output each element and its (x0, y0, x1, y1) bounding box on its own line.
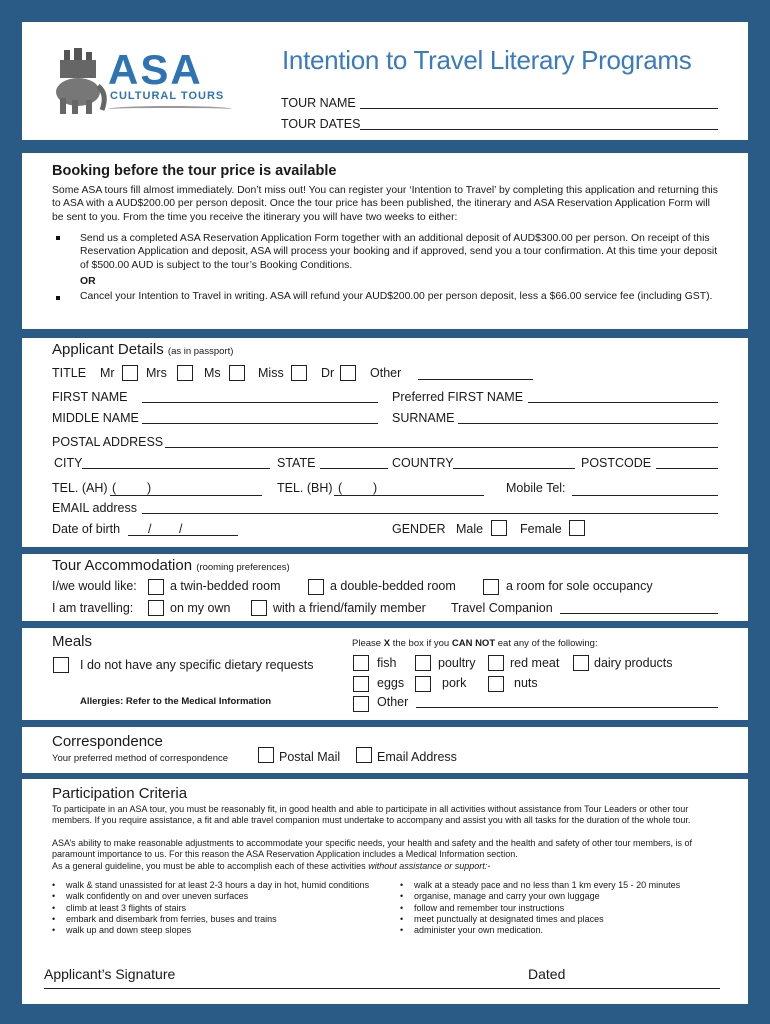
email-label: EMAIL address (52, 501, 137, 515)
tour-dates-field[interactable] (360, 129, 718, 130)
meals-heading: Meals (52, 633, 93, 650)
correspondence-panel (22, 727, 748, 773)
country-label: COUNTRY (392, 456, 454, 470)
list-item: • walk & stand unassisted for at least 2-3 hours a day in hot, humid conditions (52, 880, 400, 891)
email-address-label: Email Address (377, 750, 457, 764)
title-mrs-checkbox[interactable] (177, 365, 193, 381)
accommodation-heading-text: Tour Accommodation (52, 557, 193, 574)
email-field[interactable] (142, 513, 718, 514)
title-dr-checkbox[interactable] (340, 365, 356, 381)
applicant-heading (52, 341, 233, 358)
preferred-first-name-label: Preferred FIRST NAME (392, 390, 524, 404)
tour-dates-label: TOUR DATES (281, 117, 361, 131)
list-item: • organise, manage and carry your own luggage (400, 891, 730, 902)
tel-bh-field[interactable] (334, 495, 484, 496)
gender-male-checkbox[interactable] (491, 520, 507, 536)
travelling-label: I am travelling: (52, 601, 134, 615)
tel-bh-label: TEL. (BH) (277, 481, 333, 495)
dairy-label: dairy products (594, 656, 673, 670)
asa-logo (50, 48, 250, 118)
tel-bh-paren-open: ( (338, 481, 343, 495)
title-miss-label: Miss (258, 366, 284, 380)
meals-instruction-pre: Please (352, 638, 382, 649)
title-other-label: Other (370, 366, 402, 380)
poultry-checkbox[interactable] (415, 655, 431, 671)
sole-occupancy-checkbox[interactable] (483, 579, 499, 595)
title-mr-checkbox[interactable] (122, 365, 138, 381)
postal-address-label: POSTAL ADDRESS (52, 435, 164, 449)
dated-label: Dated (528, 966, 566, 982)
state-label: STATE (277, 456, 316, 470)
first-name-label: FIRST NAME (52, 390, 128, 404)
participation-p3 (52, 861, 724, 872)
allergies-note: Allergies: Refer to the Medical Information (80, 696, 272, 707)
sole-occupancy-label: a room for sole occupancy (506, 579, 653, 593)
dob-slash-2: / (179, 522, 183, 536)
travelling-friend-label: with a friend/family member (273, 601, 426, 615)
booking-intro: Some ASA tours fill almost immediately. Don’t miss out! You can register your ‘Intention to Travel’ by completing this application and returning this to ASA with a AUD$200.00 per person deposit. Once the tour price has been published, the itinerary and ASA Reservation Application Form will be sent to you. From the time you receive the itinerary you will have two weeks to either: (52, 185, 718, 223)
middle-name-field[interactable] (142, 423, 378, 424)
tel-bh-paren-close: ) (373, 481, 378, 495)
dob-slash-1: / (148, 522, 152, 536)
dob-label: Date of birth (52, 522, 121, 536)
accommodation-heading (52, 557, 290, 574)
logo-asa-text: ASA (108, 46, 203, 93)
participation-p1: To participate in an ASA tour, you must be reasonably fit, in good health and able to participate in all activities without assistance from Tour Leaders or other tour members. If you require assistance, a fit and able travel companion must undertake to accompany and assist you with all tasks for the duration of the whole tour. (52, 804, 691, 826)
logo-swoosh (108, 106, 232, 112)
meals-other-field[interactable] (416, 707, 718, 708)
country-field[interactable] (453, 468, 575, 469)
city-label: CITY (54, 456, 83, 470)
tel-ah-paren-open: ( (112, 481, 117, 495)
title-ms-label: Ms (204, 366, 221, 380)
applicant-heading-text: Applicant Details (52, 341, 164, 358)
postcode-label: POSTCODE (581, 456, 652, 470)
nuts-label: nuts (514, 676, 538, 690)
title-other-field[interactable] (418, 379, 533, 380)
tour-name-field[interactable] (360, 108, 718, 109)
signature-field[interactable] (44, 988, 720, 989)
title-miss-checkbox[interactable] (291, 365, 307, 381)
double-room-label: a double-bedded room (330, 579, 456, 593)
postal-address-field[interactable] (165, 447, 718, 448)
surname-field[interactable] (458, 423, 718, 424)
applicant-panel (22, 338, 748, 547)
booking-option-1: Send us a completed ASA Reservation Application Form together with an additional deposit of AUD$300.00 per person. On receipt of this Reservation Application and deposit, ASA will process your booking and if approved, send you a tour confirmation. At this time your deposit of $500.00 AUD is subject to the tour’s Booking Conditions. (80, 233, 718, 271)
page-title: Intention to Travel Literary Programs (282, 45, 692, 75)
elephant-logo-icon (50, 48, 110, 118)
middle-name-label: MIDDLE NAME (52, 411, 139, 425)
title-label: TITLE (52, 366, 87, 380)
title-mr-label: Mr (100, 366, 115, 380)
tel-ah-label: TEL. (AH) (52, 481, 108, 495)
meals-instruction-mid: the box if you (392, 638, 450, 649)
meals-other-label: Other (377, 695, 409, 709)
first-name-field[interactable] (142, 402, 378, 403)
participation-panel (22, 779, 748, 1004)
postcode-field[interactable] (656, 468, 718, 469)
list-item: • meet punctually at designated times and places (400, 914, 730, 925)
email-address-checkbox[interactable] (356, 747, 372, 763)
logo-subtitle: CULTURAL TOURS (110, 90, 225, 102)
travel-companion-field[interactable] (560, 613, 718, 614)
gender-female-checkbox[interactable] (569, 520, 585, 536)
preferred-first-name-field[interactable] (528, 402, 718, 403)
double-room-checkbox[interactable] (308, 579, 324, 595)
travelling-own-label: on my own (170, 601, 231, 615)
accommodation-panel (22, 554, 748, 621)
criteria-right-list (400, 880, 730, 936)
signature-label: Applicant’s Signature (44, 966, 176, 982)
red-meat-checkbox[interactable] (488, 655, 504, 671)
gender-female-label: Female (520, 522, 562, 536)
list-item: • climb at least 3 flights of stairs (52, 903, 400, 914)
no-dietary-requests-checkbox[interactable] (53, 657, 69, 673)
booking-heading: Booking before the tour price is available (52, 163, 337, 179)
meals-instruction-cannot: CAN NOT (451, 638, 496, 649)
travelling-own-checkbox[interactable] (148, 600, 164, 616)
state-field[interactable] (320, 468, 388, 469)
twin-room-checkbox[interactable] (148, 579, 164, 595)
applicant-heading-note: (as in passport) (167, 346, 234, 357)
meals-instruction (352, 638, 598, 649)
participation-p3-italic: without assistance or support:- (368, 861, 491, 871)
correspondence-heading: Correspondence (52, 733, 163, 750)
fish-checkbox[interactable] (353, 655, 369, 671)
postal-mail-label: Postal Mail (279, 750, 341, 764)
meals-instruction-post: eat any of the following: (497, 638, 598, 649)
pork-checkbox[interactable] (415, 676, 431, 692)
title-mrs-label: Mrs (146, 366, 167, 380)
city-field[interactable] (82, 468, 270, 469)
dairy-checkbox[interactable] (573, 655, 589, 671)
twin-room-label: a twin-bedded room (170, 579, 281, 593)
no-dietary-requests-label: I do not have any specific dietary requests (80, 658, 314, 672)
booking-panel (22, 153, 748, 329)
pork-label: pork (442, 676, 467, 690)
would-like-label: I/we would like: (52, 579, 137, 593)
meals-instruction-x: X (383, 638, 391, 649)
bullet-marker (56, 236, 60, 240)
meals-panel (22, 628, 748, 720)
criteria-left-list (52, 880, 400, 936)
eggs-label: eggs (377, 676, 405, 690)
list-item: • administer your own medication. (400, 925, 730, 936)
mobile-field[interactable] (572, 495, 718, 496)
travel-companion-label: Travel Companion (451, 601, 553, 615)
header-panel (22, 22, 748, 140)
surname-label: SURNAME (392, 411, 455, 425)
red-meat-label: red meat (510, 656, 560, 670)
list-item: • follow and remember tour instructions (400, 903, 730, 914)
tour-name-label: TOUR NAME (281, 96, 356, 110)
booking-or: OR (80, 276, 96, 287)
title-dr-label: Dr (321, 366, 335, 380)
participation-p2: ASA’s ability to make reasonable adjustments to accommodate your specific needs, your health and safety and the health and safety of other tour members, is of paramount importance to us. For this reason the ASA Reservation Application includes a Medical Information section. (52, 838, 693, 860)
tel-ah-field[interactable] (110, 495, 262, 496)
booking-option-2: Cancel your Intention to Travel in writing. ASA will refund your AUD$200.00 per person deposit, less a $66.00 service fee (including GST). (80, 291, 713, 302)
list-item: • walk up and down steep slopes (52, 925, 400, 936)
eggs-checkbox[interactable] (353, 676, 369, 692)
nuts-checkbox[interactable] (488, 676, 504, 692)
correspondence-note: Your preferred method of correspondence (52, 753, 229, 764)
list-item: • embark and disembark from ferries, buses and trains (52, 914, 400, 925)
list-item: • walk at a steady pace and no less than 1 km every 15 - 20 minutes (400, 880, 730, 891)
bullet-marker (56, 296, 60, 300)
tel-ah-paren-close: ) (147, 481, 152, 495)
gender-label: GENDER (392, 522, 446, 536)
gender-male-label: Male (456, 522, 484, 536)
mobile-label: Mobile Tel: (506, 481, 566, 495)
postal-mail-checkbox[interactable] (258, 747, 274, 763)
title-ms-checkbox[interactable] (229, 365, 245, 381)
participation-heading: Participation Criteria (52, 785, 188, 802)
poultry-label: poultry (438, 656, 476, 670)
meals-other-checkbox[interactable] (353, 696, 369, 712)
dob-field[interactable] (128, 535, 238, 536)
participation-p3-plain: As a general guideline, you must be able to accomplish each of these activities (52, 861, 366, 871)
travelling-friend-checkbox[interactable] (251, 600, 267, 616)
list-item: • walk confidently on and over uneven surfaces (52, 891, 400, 902)
accommodation-heading-note: (rooming preferences) (196, 562, 290, 573)
fish-label: fish (377, 656, 397, 670)
